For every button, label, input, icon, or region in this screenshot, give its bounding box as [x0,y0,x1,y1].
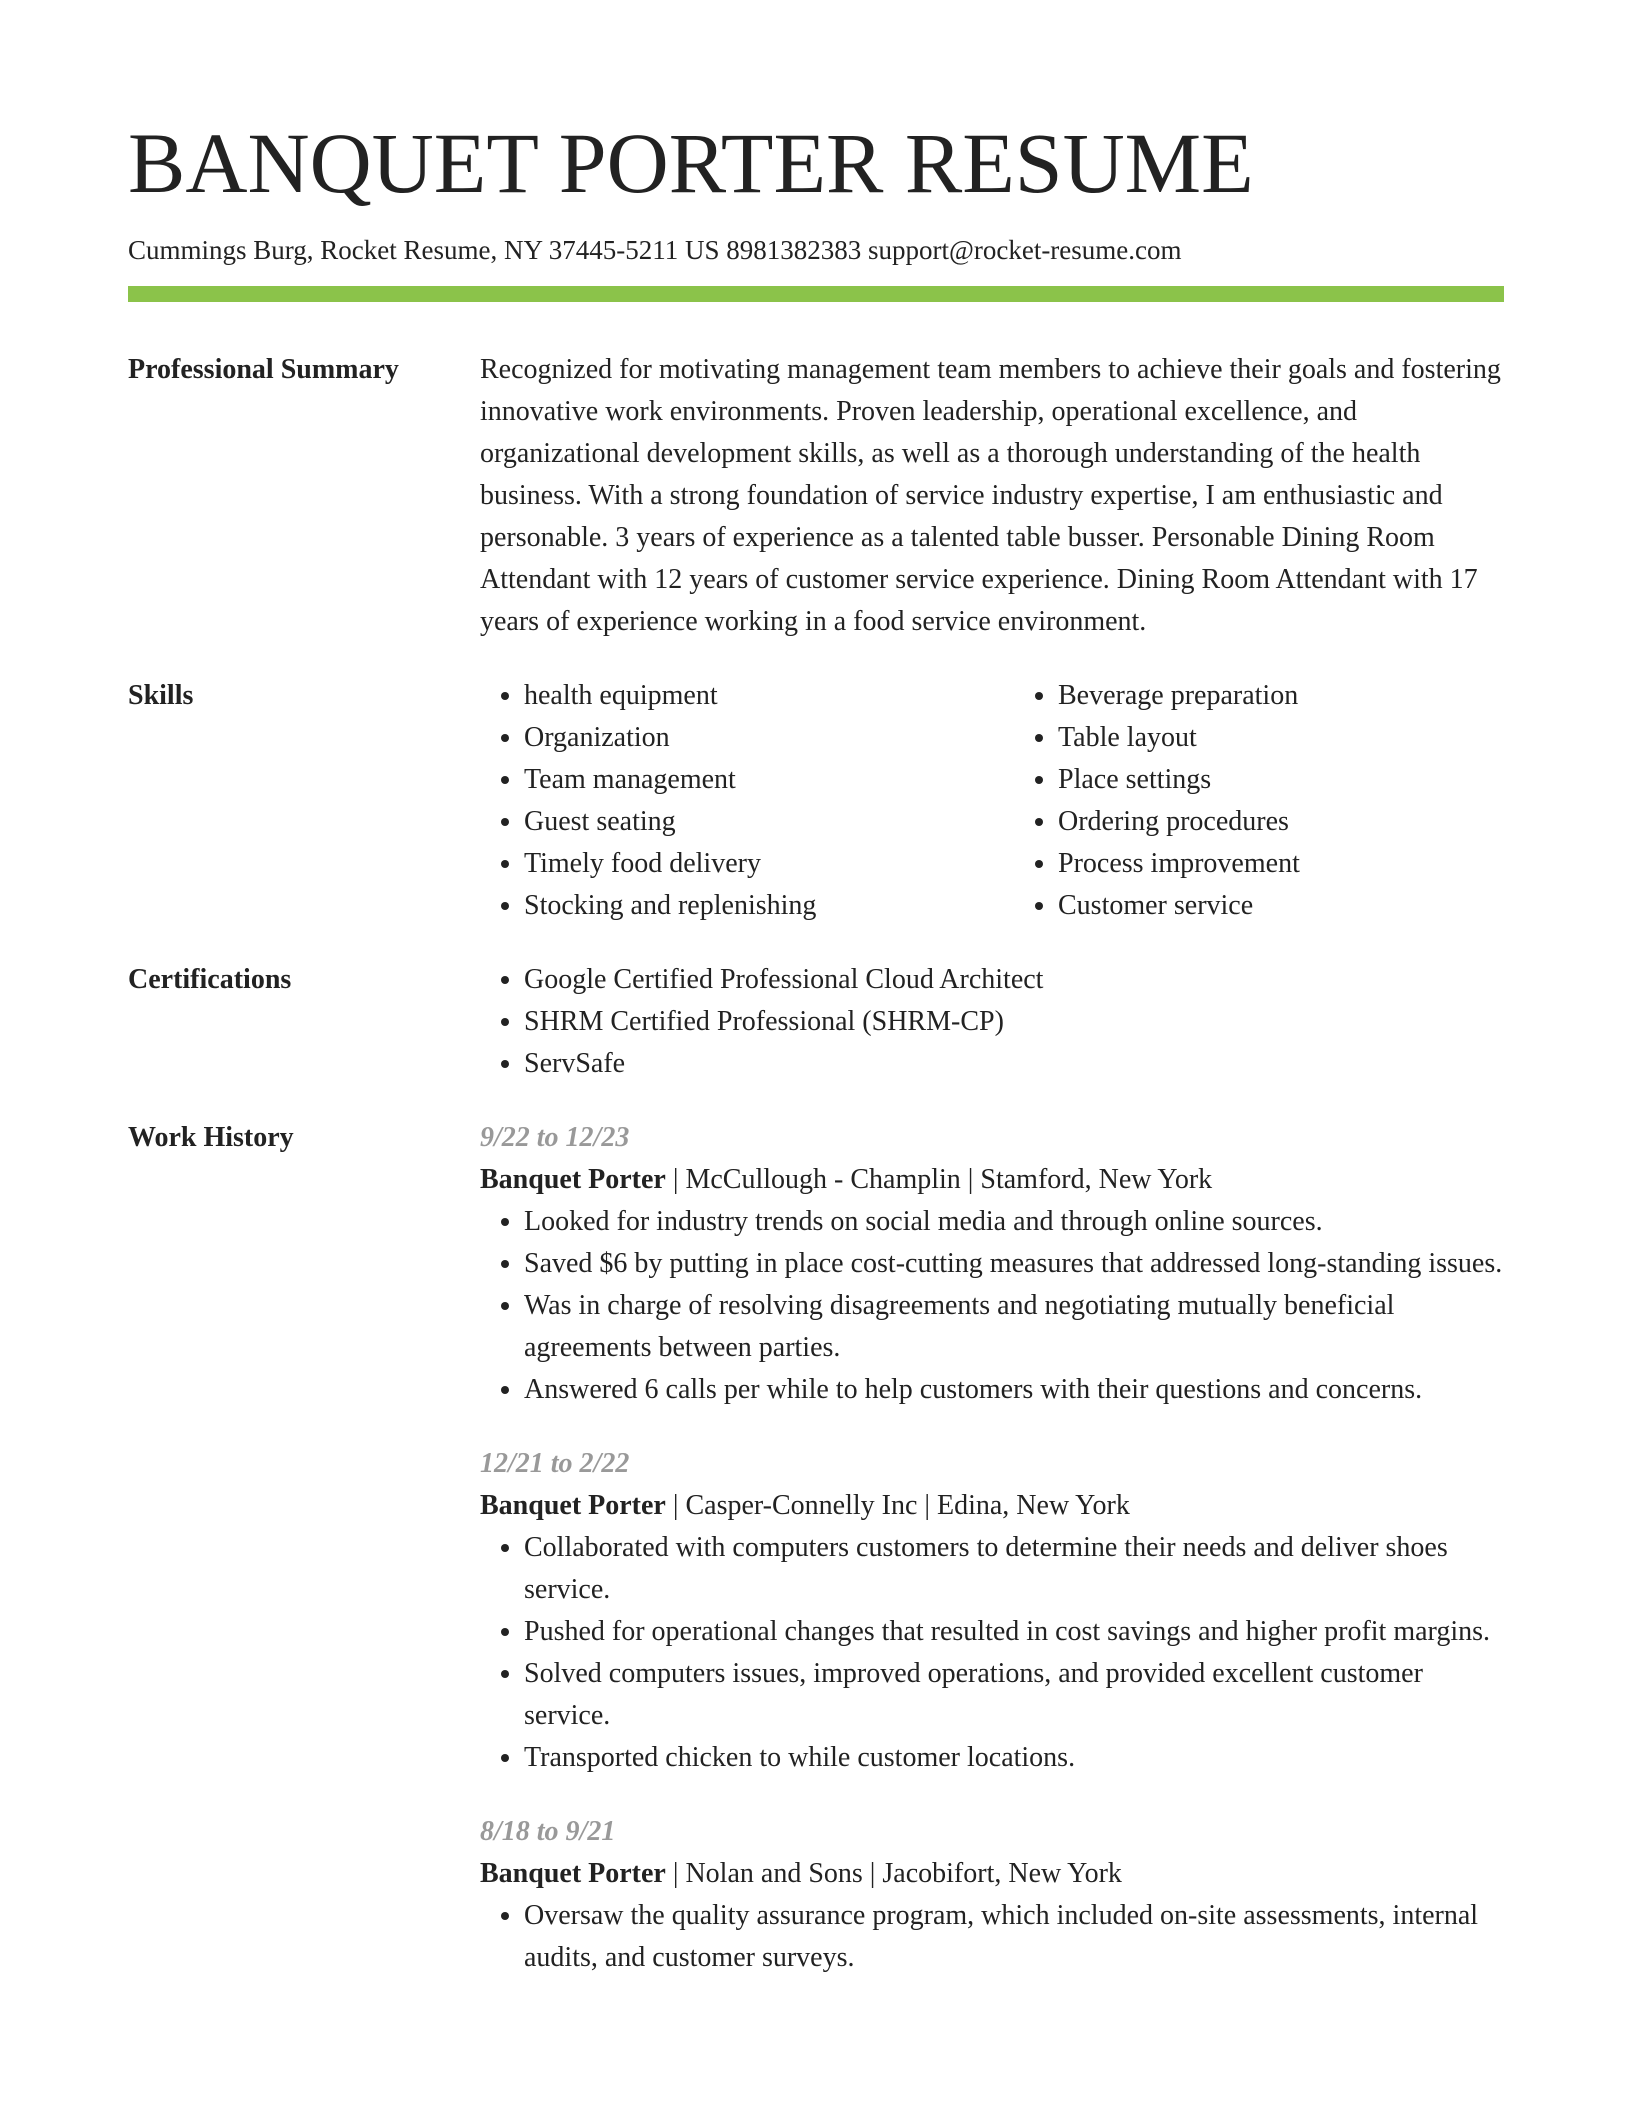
job-role-line [480,1853,1504,1895]
list-item: • Transported chicken to while customer locations. [524,1737,1504,1779]
list-item: • Looked for industry trends on social media and through online sources. [524,1201,1504,1243]
list-item: • Saved $6 by putting in place cost-cutting measures that addressed long-standing issues. [524,1243,1504,1285]
job-entry [480,1811,1504,1979]
list-item: • Stocking and replenishing [524,885,970,927]
job-role-line [480,1159,1504,1201]
certifications-list [480,959,1504,1085]
list-item: • Beverage preparation [1058,675,1504,717]
list-item: • Pushed for operational changes that resulted in cost savings and higher profit margins. [524,1611,1504,1653]
list-item: • Collaborated with computers customers to determine their needs and deliver shoes service. [524,1527,1504,1611]
job-entry [480,1443,1504,1779]
skills-list-left [480,675,970,927]
work-history-section [128,1117,1504,1979]
list-item: • Organization [524,717,970,759]
list-item: • Customer service [1058,885,1504,927]
list-item: • Table layout [1058,717,1504,759]
list-item: • Google Certified Professional Cloud Architect [524,959,1504,1001]
list-item: • Place settings [1058,759,1504,801]
page-title: BANQUET PORTER RESUME [128,115,1254,211]
job-bullets [480,1201,1504,1411]
job-details: | Nolan and Sons | Jacobifort, New York [665,1858,1122,1889]
list-item: • health equipment [524,675,970,717]
job-title: Banquet Porter [480,1490,666,1521]
job-entry [480,1117,1504,1411]
job-title: Banquet Porter [480,1164,666,1195]
section-label-certifications: Certifications [128,964,292,995]
list-item: • Guest seating [524,801,970,843]
section-label-summary: Professional Summary [128,354,399,385]
skills-section [128,675,1504,927]
list-item: • Process improvement [1058,843,1504,885]
job-dates: 8/18 to 9/21 [480,1816,616,1847]
list-item: • Team management [524,759,970,801]
accent-divider [128,286,1504,302]
contact-line: Cummings Burg, Rocket Resume, NY 37445-5211 US 8981382383 support@rocket-resume.com [128,235,1182,265]
resume-content [128,349,1504,1979]
list-item: • SHRM Certified Professional (SHRM-CP) [524,1001,1504,1043]
list-item: • Answered 6 calls per while to help customers with their questions and concerns. [524,1369,1504,1411]
job-title: Banquet Porter [480,1858,666,1889]
job-bullets [480,1527,1504,1779]
job-details: | McCullough - Champlin | Stamford, New York [665,1164,1213,1195]
job-details: | Casper-Connelly Inc | Edina, New York [665,1490,1130,1521]
job-dates: 9/22 to 12/23 [480,1122,630,1153]
list-item: • Timely food delivery [524,843,970,885]
skills-list-right [1014,675,1504,927]
section-label-skills: Skills [128,680,194,711]
list-item: • Ordering procedures [1058,801,1504,843]
summary-text: Recognized for motivating management team members to achieve their goals and fostering innovative work environments. Proven leadership, operational excellence, and organizational development skills, as well as a thorough understanding of the health business. With a strong foundation of service industry expertise, I am enthusiastic and personable. 3 years of experience as a talented table busser. Personable Dining Room Attendant with 12 years of customer service experience. Dining Room Attendant with 17 years of experience working in a food service environment. [480,354,1501,637]
job-role-line [480,1485,1504,1527]
certifications-section [128,959,1504,1085]
summary-section [128,349,1504,643]
job-bullets [480,1895,1504,1979]
section-label-work-history: Work History [128,1122,294,1153]
list-item: • Oversaw the quality assurance program, which included on-site assessments, internal audits, and customer surveys. [524,1895,1504,1979]
job-dates: 12/21 to 2/22 [480,1448,630,1479]
list-item: • Was in charge of resolving disagreements and negotiating mutually beneficial agreements between parties. [524,1285,1504,1369]
list-item: • Solved computers issues, improved operations, and provided excellent customer service. [524,1653,1504,1737]
list-item: • ServSafe [524,1043,1504,1085]
